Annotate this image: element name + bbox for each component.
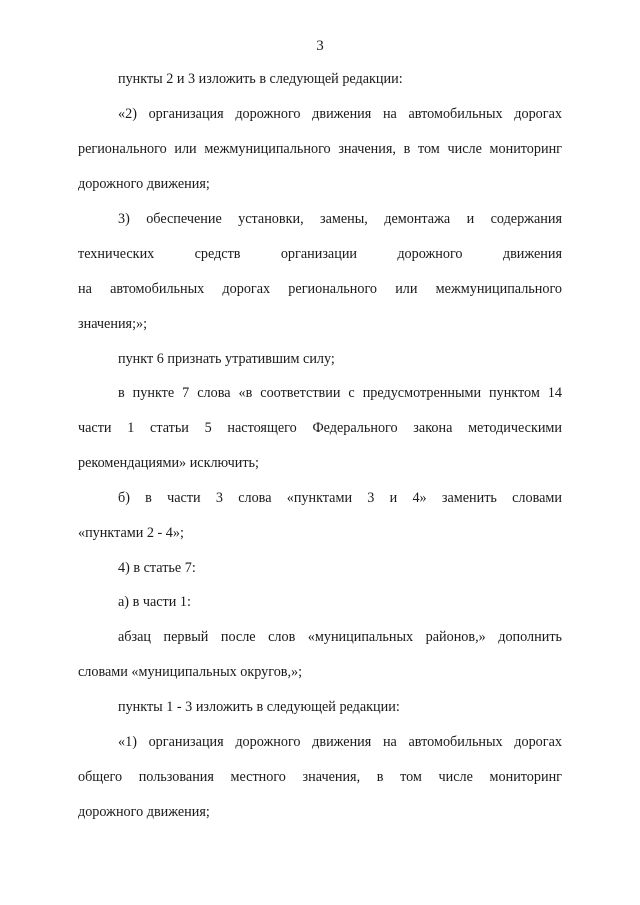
text-line: рекомендациями» исключить; — [78, 455, 259, 471]
text-line: дорожного движения; — [78, 176, 210, 192]
text-line: значения;»; — [78, 316, 148, 332]
text-line: 4) в статье 7: — [118, 560, 196, 576]
text-line: б) в части 3 слова «пунктами 3 и 4» заменить словами — [118, 490, 562, 506]
text-line: словами «муниципальных округов,»; — [78, 664, 303, 680]
text-line: «пунктами 2 - 4»; — [78, 525, 184, 541]
text-line: 3) обеспечение установки, замены, демонтажа и содержания — [118, 211, 562, 227]
text-line: абзац первый после слов «муниципальных районов,» дополнить — [118, 629, 562, 645]
text-line: в пункте 7 слова «в соответствии с предусмотренными пунктом 14 — [118, 385, 562, 401]
page-number: 3 — [316, 38, 324, 54]
text-line: на автомобильных дорогах регионального или межмуниципального — [78, 281, 562, 297]
text-line: дорожного движения; — [78, 804, 210, 820]
text-line: «1) организация дорожного движения на автомобильных дорогах — [118, 734, 562, 750]
text-line: технических средств организации дорожного движения — [78, 246, 562, 262]
text-line: пункты 2 и 3 изложить в следующей редакции: — [118, 71, 403, 87]
text-line: «2) организация дорожного движения на автомобильных дорогах — [118, 106, 562, 122]
text-line: а) в части 1: — [118, 594, 191, 610]
text-line: общего пользования местного значения, в том числе мониторинг — [78, 769, 562, 785]
text-line: пункты 1 - 3 изложить в следующей редакции: — [118, 699, 400, 715]
text-line: пункт 6 признать утратившим силу; — [118, 351, 335, 367]
text-line: регионального или межмуниципального значения, в том числе мониторинг — [78, 141, 562, 157]
text-line: части 1 статьи 5 настоящего Федерального закона методическими — [78, 420, 562, 436]
